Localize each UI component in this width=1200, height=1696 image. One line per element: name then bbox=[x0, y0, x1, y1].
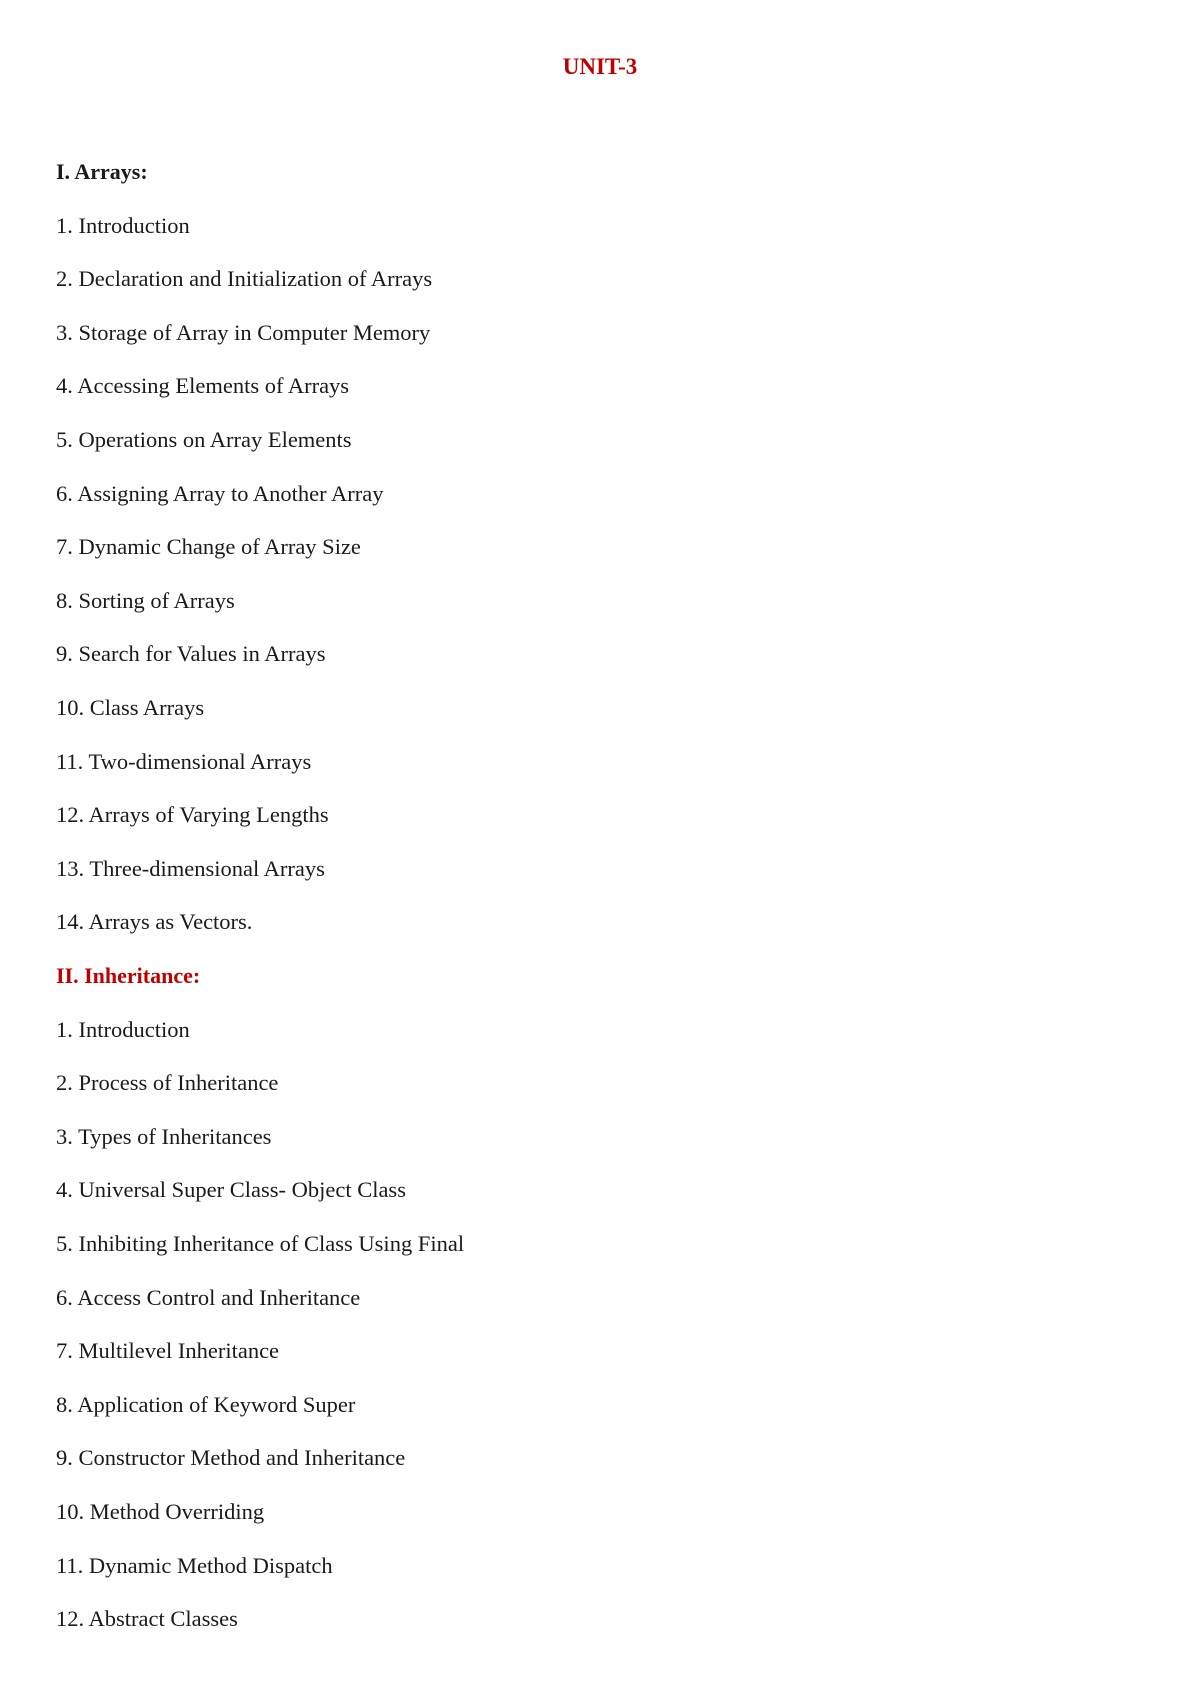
list-item: 12. Arrays of Varying Lengths bbox=[56, 802, 329, 828]
list-item: 2. Process of Inheritance bbox=[56, 1070, 279, 1096]
list-item: 10. Method Overriding bbox=[56, 1498, 265, 1524]
list-item: 9. Search for Values in Arrays bbox=[56, 641, 326, 667]
list-item: 5. Operations on Array Elements bbox=[56, 426, 352, 452]
list-item: 6. Assigning Array to Another Array bbox=[56, 480, 384, 506]
arrays-topic-list bbox=[56, 211, 1156, 961]
section-heading-inheritance: II. Inheritance: bbox=[56, 963, 201, 988]
unit-title: UNIT-3 bbox=[562, 54, 638, 79]
list-item: 7. Dynamic Change of Array Size bbox=[56, 534, 361, 560]
section-inheritance bbox=[56, 961, 1156, 1658]
list-item: 1. Introduction bbox=[56, 1016, 190, 1042]
list-item: 11. Dynamic Method Dispatch bbox=[56, 1552, 333, 1578]
list-item: 8. Sorting of Arrays bbox=[56, 587, 235, 613]
list-item: 7. Multilevel Inheritance bbox=[56, 1338, 280, 1364]
list-item: 4. Universal Super Class- Object Class bbox=[56, 1177, 406, 1203]
list-item: 9. Constructor Method and Inheritance bbox=[56, 1445, 406, 1471]
list-item: 12. Abstract Classes bbox=[56, 1606, 238, 1632]
list-item: 14. Arrays as Vectors. bbox=[56, 909, 253, 935]
list-item: 2. Declaration and Initialization of Arrays bbox=[56, 266, 433, 292]
list-item: 10. Class Arrays bbox=[56, 694, 205, 720]
list-item: 5. Inhibiting Inheritance of Class Using Final bbox=[56, 1230, 465, 1256]
list-item: 6. Access Control and Inheritance bbox=[56, 1284, 361, 1310]
list-item: 3. Storage of Array in Computer Memory bbox=[56, 319, 431, 345]
list-item: 11. Two-dimensional Arrays bbox=[56, 748, 312, 774]
section-heading-arrays: I. Arrays: bbox=[56, 159, 148, 184]
list-item: 1. Introduction bbox=[56, 212, 190, 238]
section-arrays bbox=[56, 157, 1156, 961]
list-item: 3. Types of Inheritances bbox=[56, 1123, 272, 1149]
list-item: 8. Application of Keyword Super bbox=[56, 1391, 356, 1417]
list-item: 4. Accessing Elements of Arrays bbox=[56, 373, 350, 399]
list-item: 13. Three-dimensional Arrays bbox=[56, 855, 325, 881]
inheritance-topic-list bbox=[56, 1015, 1156, 1658]
